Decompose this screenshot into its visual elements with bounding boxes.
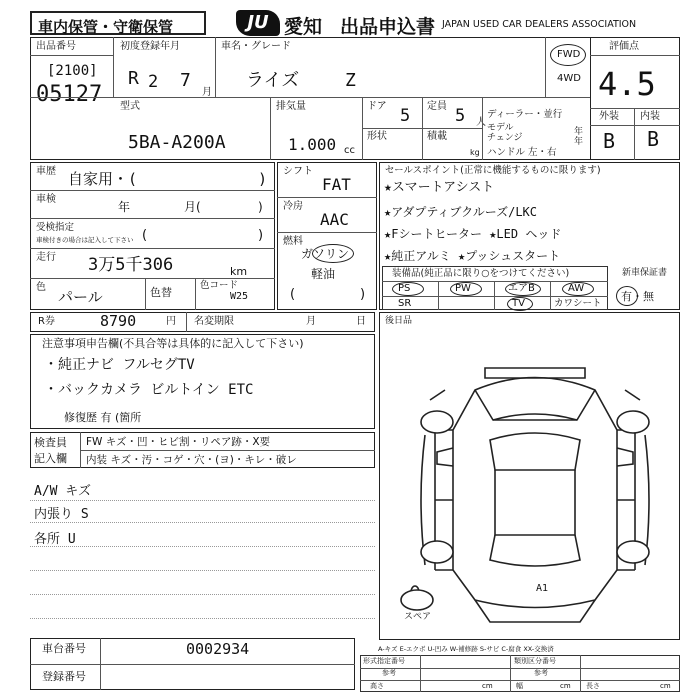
history-label: 車歴: [36, 166, 56, 177]
load-unit: kg: [470, 148, 480, 157]
inspection-month: 月(: [184, 200, 201, 214]
first-reg-month-unit: 月: [202, 87, 212, 98]
ju-logo-text: JU: [247, 12, 269, 33]
warranty-options: 有・無: [621, 290, 654, 303]
chassis-value: 0002934: [186, 640, 250, 658]
spec-width: 幅: [516, 682, 523, 690]
equip-pw: PW: [455, 283, 471, 294]
spec-length-unit: cm: [660, 682, 671, 690]
equip-airbag: エアB: [508, 283, 535, 294]
rating-score: 4.5: [598, 65, 656, 103]
equip-circle: [450, 282, 482, 296]
after-label: 後日品: [385, 316, 413, 326]
color-value: パール: [58, 288, 103, 306]
mileage-unit: km: [230, 265, 248, 278]
fuel-open: (: [290, 287, 296, 302]
ext-grade: B: [603, 129, 616, 153]
equip-circle: [392, 282, 424, 296]
tax-day: 日: [356, 316, 366, 327]
tax-label: 名変期限: [194, 316, 234, 327]
chassis-label: 車台番号: [42, 642, 86, 655]
rating-label: 評価点: [609, 41, 639, 52]
checker-label2: 記入欄: [34, 452, 67, 465]
history-close: ): [258, 170, 268, 188]
first-reg-year: 2: [148, 72, 159, 92]
brand-name: 愛知: [284, 16, 323, 38]
remark-line: 各所 U: [34, 532, 76, 547]
form-number-label: 形式指定番号: [363, 657, 405, 665]
capacity-unit: 人: [476, 117, 486, 128]
spare-label: スペア: [404, 612, 432, 622]
color-code-value: W25: [230, 291, 249, 302]
document-title: 出品申込書: [340, 16, 436, 38]
sales-item: ★スマートアシスト: [384, 180, 495, 195]
spec-height: 高さ: [370, 682, 384, 690]
class-number-ref: 参考: [534, 669, 548, 677]
displacement-label: 排気量: [276, 101, 306, 112]
form-number-ref: 参考: [382, 669, 396, 677]
lot-label: 出品番号: [36, 41, 76, 52]
dealer-model-label: モデル: [487, 123, 514, 133]
recycle-label: R券: [38, 316, 55, 327]
drive-4wd: 4WD: [557, 73, 581, 84]
storage-badge: [30, 11, 206, 35]
color-tone-label: 色替: [150, 286, 172, 299]
lot-number: 05127: [36, 82, 103, 107]
doors-value: 5: [400, 106, 411, 126]
lot-bracket: [2100]: [47, 63, 98, 79]
equip-aw: AW: [568, 283, 585, 294]
sales-item: ★Fシートヒーター ★LED ヘッド: [384, 227, 562, 241]
guarantee-open: (: [142, 228, 148, 243]
ext-label: 外装: [599, 111, 619, 122]
spec-length: 長さ: [586, 682, 600, 690]
notes-line2: ・バックカメラ ビルトイン ETC: [44, 382, 254, 398]
remark-line: 内張り S: [34, 507, 89, 522]
car-name-label: 車名・グレード: [221, 41, 291, 52]
history-value: 自家用・(: [68, 170, 138, 188]
color-code-label: 色コード: [200, 280, 239, 291]
capacity-label: 定員: [427, 101, 447, 112]
cooler-value: AAC: [320, 210, 349, 229]
displacement-unit: cc: [344, 145, 355, 156]
fuel-label: 燃料: [283, 236, 303, 247]
tax-month: 月: [306, 316, 316, 327]
dealer-line: ディーラー・並行: [487, 109, 563, 120]
mileage-label: 走行: [36, 252, 56, 263]
inspection-close: ): [258, 200, 263, 214]
car-damage-diagram: [395, 360, 675, 630]
fuel-diesel: 軽油: [311, 267, 336, 281]
spec-height-unit: cm: [482, 682, 493, 690]
cooler-label: 冷房: [283, 201, 303, 212]
model-value: 5BA-A200A: [128, 132, 226, 153]
damage-mark-a1: A1: [536, 583, 549, 594]
class-number-label: 類別区分番号: [514, 657, 556, 665]
notes-line1: ・純正ナビ フルセグTV: [44, 357, 195, 373]
equip-circle: [505, 282, 541, 296]
checker-row1: FW キズ・凹・ヒビ割・リペア跡・X要: [86, 436, 271, 448]
equip-sr: SR: [398, 298, 412, 309]
equip-ps: PS: [398, 283, 411, 294]
load-label: 積載: [427, 131, 447, 142]
storage-badge-text: 車内保管・守衛保管: [38, 18, 174, 36]
displacement-value: 1.000: [288, 135, 337, 154]
doors-label: ドア: [367, 101, 387, 112]
notes-repair: 修復歴 有 (箇所: [64, 411, 142, 424]
checker-label1: 検査員: [34, 436, 67, 449]
color-label: 色: [36, 282, 46, 293]
first-reg-era: R: [128, 68, 139, 89]
model-label: 型式: [120, 101, 140, 112]
car-name-value: ライズ: [246, 70, 300, 91]
equip-circle: [562, 282, 594, 296]
drive-fwd: FWD: [557, 49, 581, 60]
equip-circle: [507, 297, 533, 311]
registration-label: 登録番号: [42, 670, 86, 683]
sales-item: ★アダプティブクルーズ/LKC: [384, 205, 538, 219]
ju-logo: [236, 10, 280, 36]
fuel-gasoline: ガソリン: [301, 247, 350, 261]
dealer-change-label: チェンジ: [487, 133, 523, 143]
dealer-handle: ハンドル 左・右: [487, 147, 557, 158]
warranty-label: 新車保証書: [622, 268, 668, 278]
first-reg-label: 初度登録年月: [120, 41, 180, 52]
shape-label: 形状: [367, 131, 387, 142]
remark-line: A/W キズ: [34, 484, 92, 499]
dealer-change-unit: 年: [574, 137, 584, 147]
guarantee-close: ): [258, 228, 264, 243]
sales-item: ★純正アルミ ★プッシュスタート: [384, 249, 561, 263]
equip-leather: カワシート: [554, 298, 602, 309]
sales-label: セールスポイント(正常に機能するものに限ります): [385, 165, 601, 176]
notes-label: 注意事項申告欄(不具合等は具体的に記入して下さい): [42, 337, 304, 350]
recycle-unit: 円: [166, 316, 176, 327]
guarantee-label: 受検指定: [36, 222, 75, 233]
shift-label: シフト: [283, 166, 313, 177]
inspection-label: 車検: [36, 194, 56, 205]
mileage-value: 3万5千306: [88, 255, 174, 275]
fuel-close: ): [360, 287, 366, 302]
damage-legend: A-キズ E-エクボ U-凹み W-補修跡 S-サビ C-腐食 XX-交換済: [378, 645, 554, 653]
guarantee-sub: 車検付きの場合は記入して下さい: [36, 236, 134, 244]
dealer-model-unit: 年: [574, 127, 584, 137]
equip-tv: TV: [512, 298, 525, 309]
shift-value: FAT: [322, 175, 351, 194]
int-grade: B: [647, 127, 660, 151]
equipment-label: 装備品(純正品に限り○をつけてください): [392, 268, 570, 279]
checker-row2: 内装 キズ・汚・コゲ・穴・(ヨ)・キレ・破レ: [86, 454, 297, 466]
int-label: 内装: [640, 111, 660, 122]
first-reg-month: 7: [180, 70, 191, 91]
spec-width-unit: cm: [560, 682, 571, 690]
capacity-value: 5: [455, 106, 466, 126]
association-name: JAPAN USED CAR DEALERS ASSOCIATION: [442, 19, 637, 30]
car-grade-value: Z: [345, 70, 356, 91]
recycle-value: 8790: [100, 312, 137, 330]
inspection-year: 年: [118, 200, 131, 214]
